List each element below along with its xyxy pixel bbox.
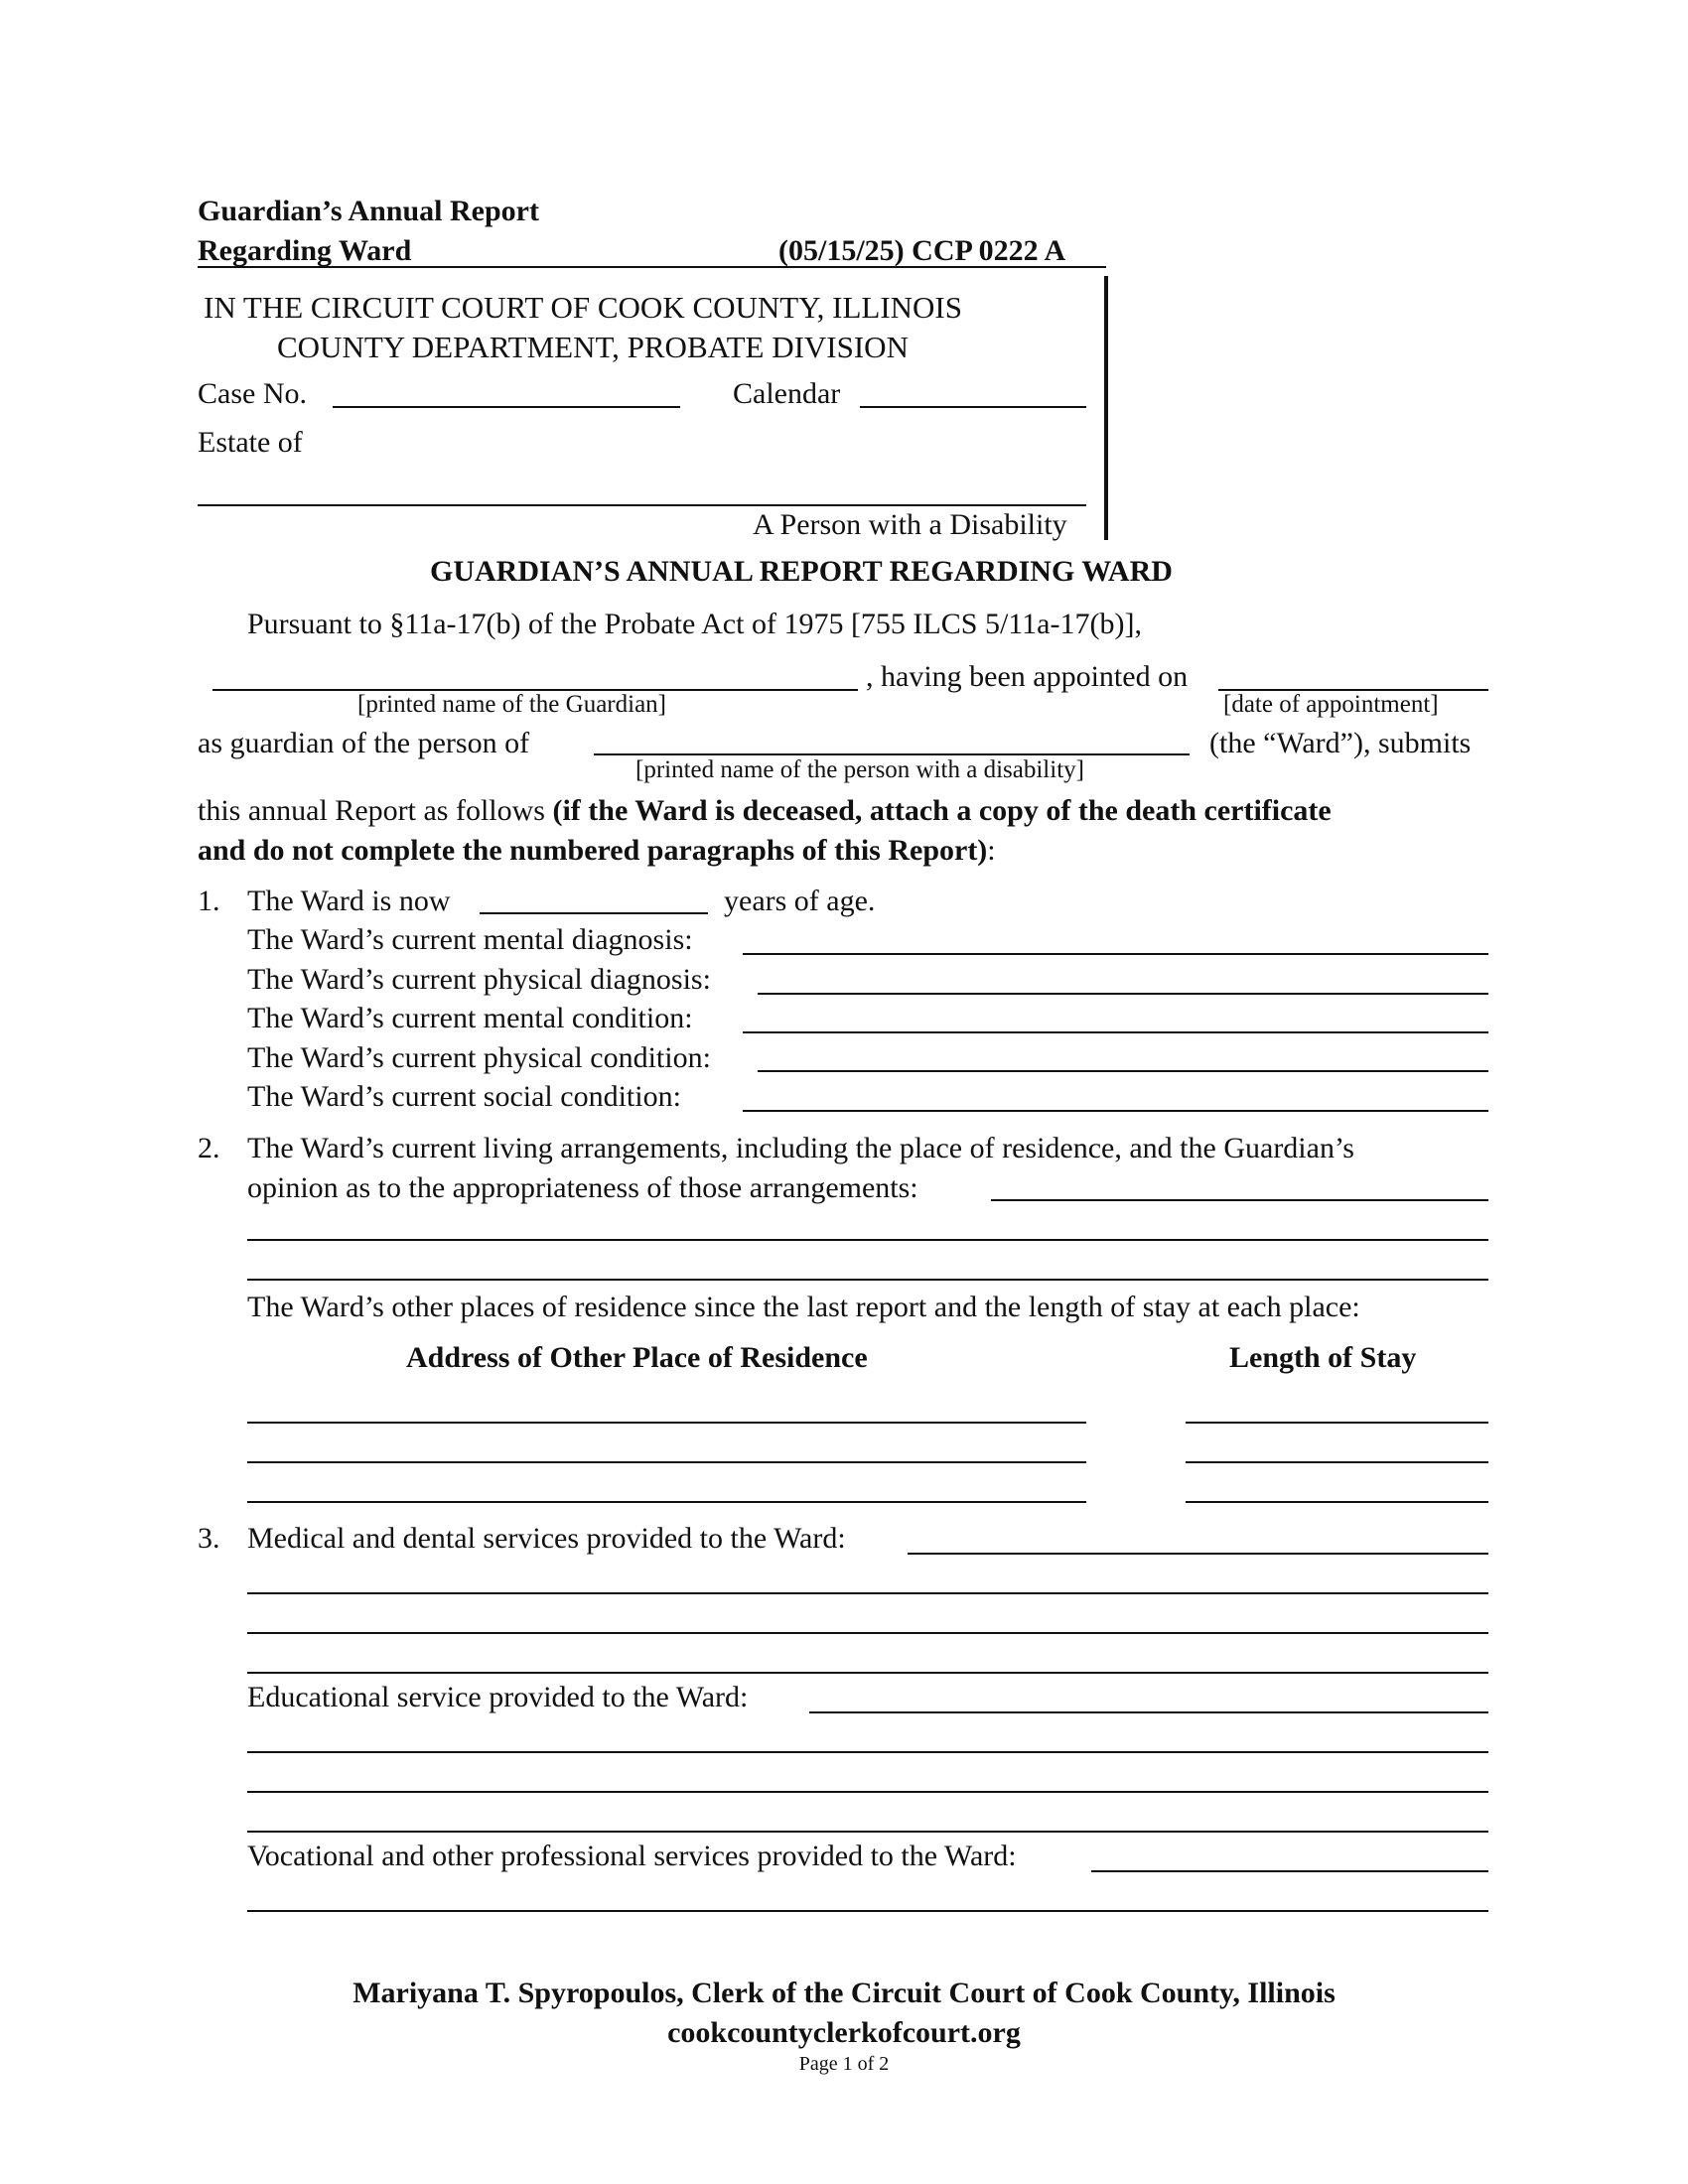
physical-diagnosis-label: The Ward’s current physical diagnosis: (247, 963, 711, 996)
other-residences-text: The Ward’s other places of residence since the last report and the length of stay at each place: (247, 1291, 1360, 1323)
age-suffix: years of age. (724, 885, 876, 917)
educational-services-field-1[interactable] (809, 1711, 1488, 1713)
guardian-of-text: as guardian of the person of (198, 727, 530, 759)
residence-address-field-1[interactable] (247, 1422, 1086, 1424)
calendar-label: Calendar (733, 377, 841, 410)
appointment-date-caption: [date of appointment] (1223, 691, 1439, 718)
residence-address-field-3[interactable] (247, 1501, 1086, 1503)
ward-name-field[interactable] (594, 753, 1190, 755)
mental-condition-label: The Ward’s current mental condition: (247, 1002, 693, 1034)
case-no-field[interactable] (333, 406, 680, 408)
medical-services-field-2[interactable] (247, 1592, 1488, 1594)
vocational-services-field-1[interactable] (1091, 1870, 1488, 1872)
age-field[interactable] (480, 912, 708, 914)
living-arrangements-field-2[interactable] (247, 1239, 1488, 1241)
pursuant-text: Pursuant to §11a-17(b) of the Probate Act of 1975 [755 ILCS 5/11a-17(b)], (247, 608, 1142, 640)
living-arrangements-field-3[interactable] (247, 1279, 1488, 1281)
living-arrangements-line2: opinion as to the appropriateness of those arrangements: (247, 1171, 918, 1204)
form-short-title-line2: Regarding Ward (198, 234, 412, 267)
educational-services-field-2[interactable] (247, 1751, 1488, 1753)
educational-services-field-4[interactable] (247, 1831, 1488, 1833)
medical-services-label: Medical and dental services provided to the Ward: (247, 1522, 846, 1555)
calendar-field[interactable] (860, 406, 1086, 408)
court-name-line1: IN THE CIRCUIT COURT OF COOK COUNTY, ILLINOIS (204, 290, 962, 325)
clerk-website: cookcountyclerkofcourt.org (667, 2016, 1021, 2049)
physical-condition-field[interactable] (758, 1070, 1488, 1072)
ward-name-caption: [printed name of the person with a disability] (635, 756, 1084, 783)
social-condition-field[interactable] (743, 1110, 1488, 1112)
ward-submits-text: (the “Ward”), submits (1209, 727, 1472, 759)
form-code: (05/15/25) CCP 0222 A (778, 234, 1066, 267)
court-name-line2: COUNTY DEPARTMENT, PROBATE DIVISION (277, 330, 909, 364)
estate-of-label: Estate of (198, 426, 303, 459)
living-arrangements-line1: The Ward’s current living arrangements, including the place of residence, and the Guardian’s (247, 1132, 1354, 1164)
having-been-appointed-text: , having been appointed on (866, 660, 1189, 693)
guardian-name-caption: [printed name of the Guardian] (357, 691, 666, 718)
form-short-title-line1: Guardian’s Annual Report (198, 195, 539, 227)
length-of-stay-field-1[interactable] (1186, 1422, 1488, 1424)
deceased-note-colon: : (987, 834, 996, 867)
deceased-note-line (198, 836, 996, 866)
medical-services-field-3[interactable] (247, 1632, 1488, 1634)
educational-services-label: Educational service provided to the Ward: (247, 1681, 749, 1713)
deceased-note-line1: (if the Ward is deceased, attach a copy of the death certificate (552, 794, 1332, 827)
length-of-stay-field-2[interactable] (1186, 1461, 1488, 1463)
estate-name-field[interactable] (198, 504, 1086, 506)
mental-diagnosis-field[interactable] (743, 953, 1488, 955)
report-follows-text: this annual Report as follows (198, 794, 545, 827)
medical-services-field-4[interactable] (247, 1672, 1488, 1674)
residence-address-field-2[interactable] (247, 1461, 1086, 1463)
header-rule (198, 266, 1106, 268)
living-arrangements-field-1[interactable] (991, 1199, 1488, 1201)
vocational-services-label: Vocational and other professional services provided to the Ward: (247, 1840, 1017, 1872)
length-of-stay-column-header: Length of Stay (1229, 1341, 1417, 1374)
person-with-disability-label: A Person with a Disability (753, 508, 1067, 541)
physical-diagnosis-field[interactable] (758, 993, 1488, 995)
vocational-services-field-2[interactable] (247, 1910, 1488, 1912)
educational-services-field-3[interactable] (247, 1791, 1488, 1793)
social-condition-label: The Ward’s current social condition: (247, 1080, 681, 1113)
physical-condition-label: The Ward’s current physical condition: (247, 1041, 711, 1074)
form-title: GUARDIAN’S ANNUAL REPORT REGARDING WARD (430, 555, 1173, 588)
length-of-stay-field-3[interactable] (1186, 1501, 1488, 1503)
mental-diagnosis-label: The Ward’s current mental diagnosis: (247, 923, 693, 956)
section3-number: 3. (198, 1522, 220, 1555)
deceased-note-line2: and do not complete the numbered paragraphs of this Report) (198, 834, 988, 867)
page-number: Page 1 of 2 (798, 2053, 890, 2075)
age-prefix: The Ward is now (247, 885, 451, 917)
address-column-header: Address of Other Place of Residence (406, 1341, 868, 1374)
section1-number: 1. (198, 885, 220, 917)
section2-number: 2. (198, 1132, 220, 1164)
mental-condition-field[interactable] (743, 1031, 1488, 1033)
medical-services-field-1[interactable] (908, 1553, 1488, 1555)
clerk-footer: Mariyana T. Spyropoulos, Clerk of the Circuit Court of Cook County, Illinois (352, 1977, 1336, 2009)
caption-bracket (1104, 276, 1108, 540)
report-follows-line (198, 796, 1332, 826)
case-no-label: Case No. (198, 377, 307, 410)
